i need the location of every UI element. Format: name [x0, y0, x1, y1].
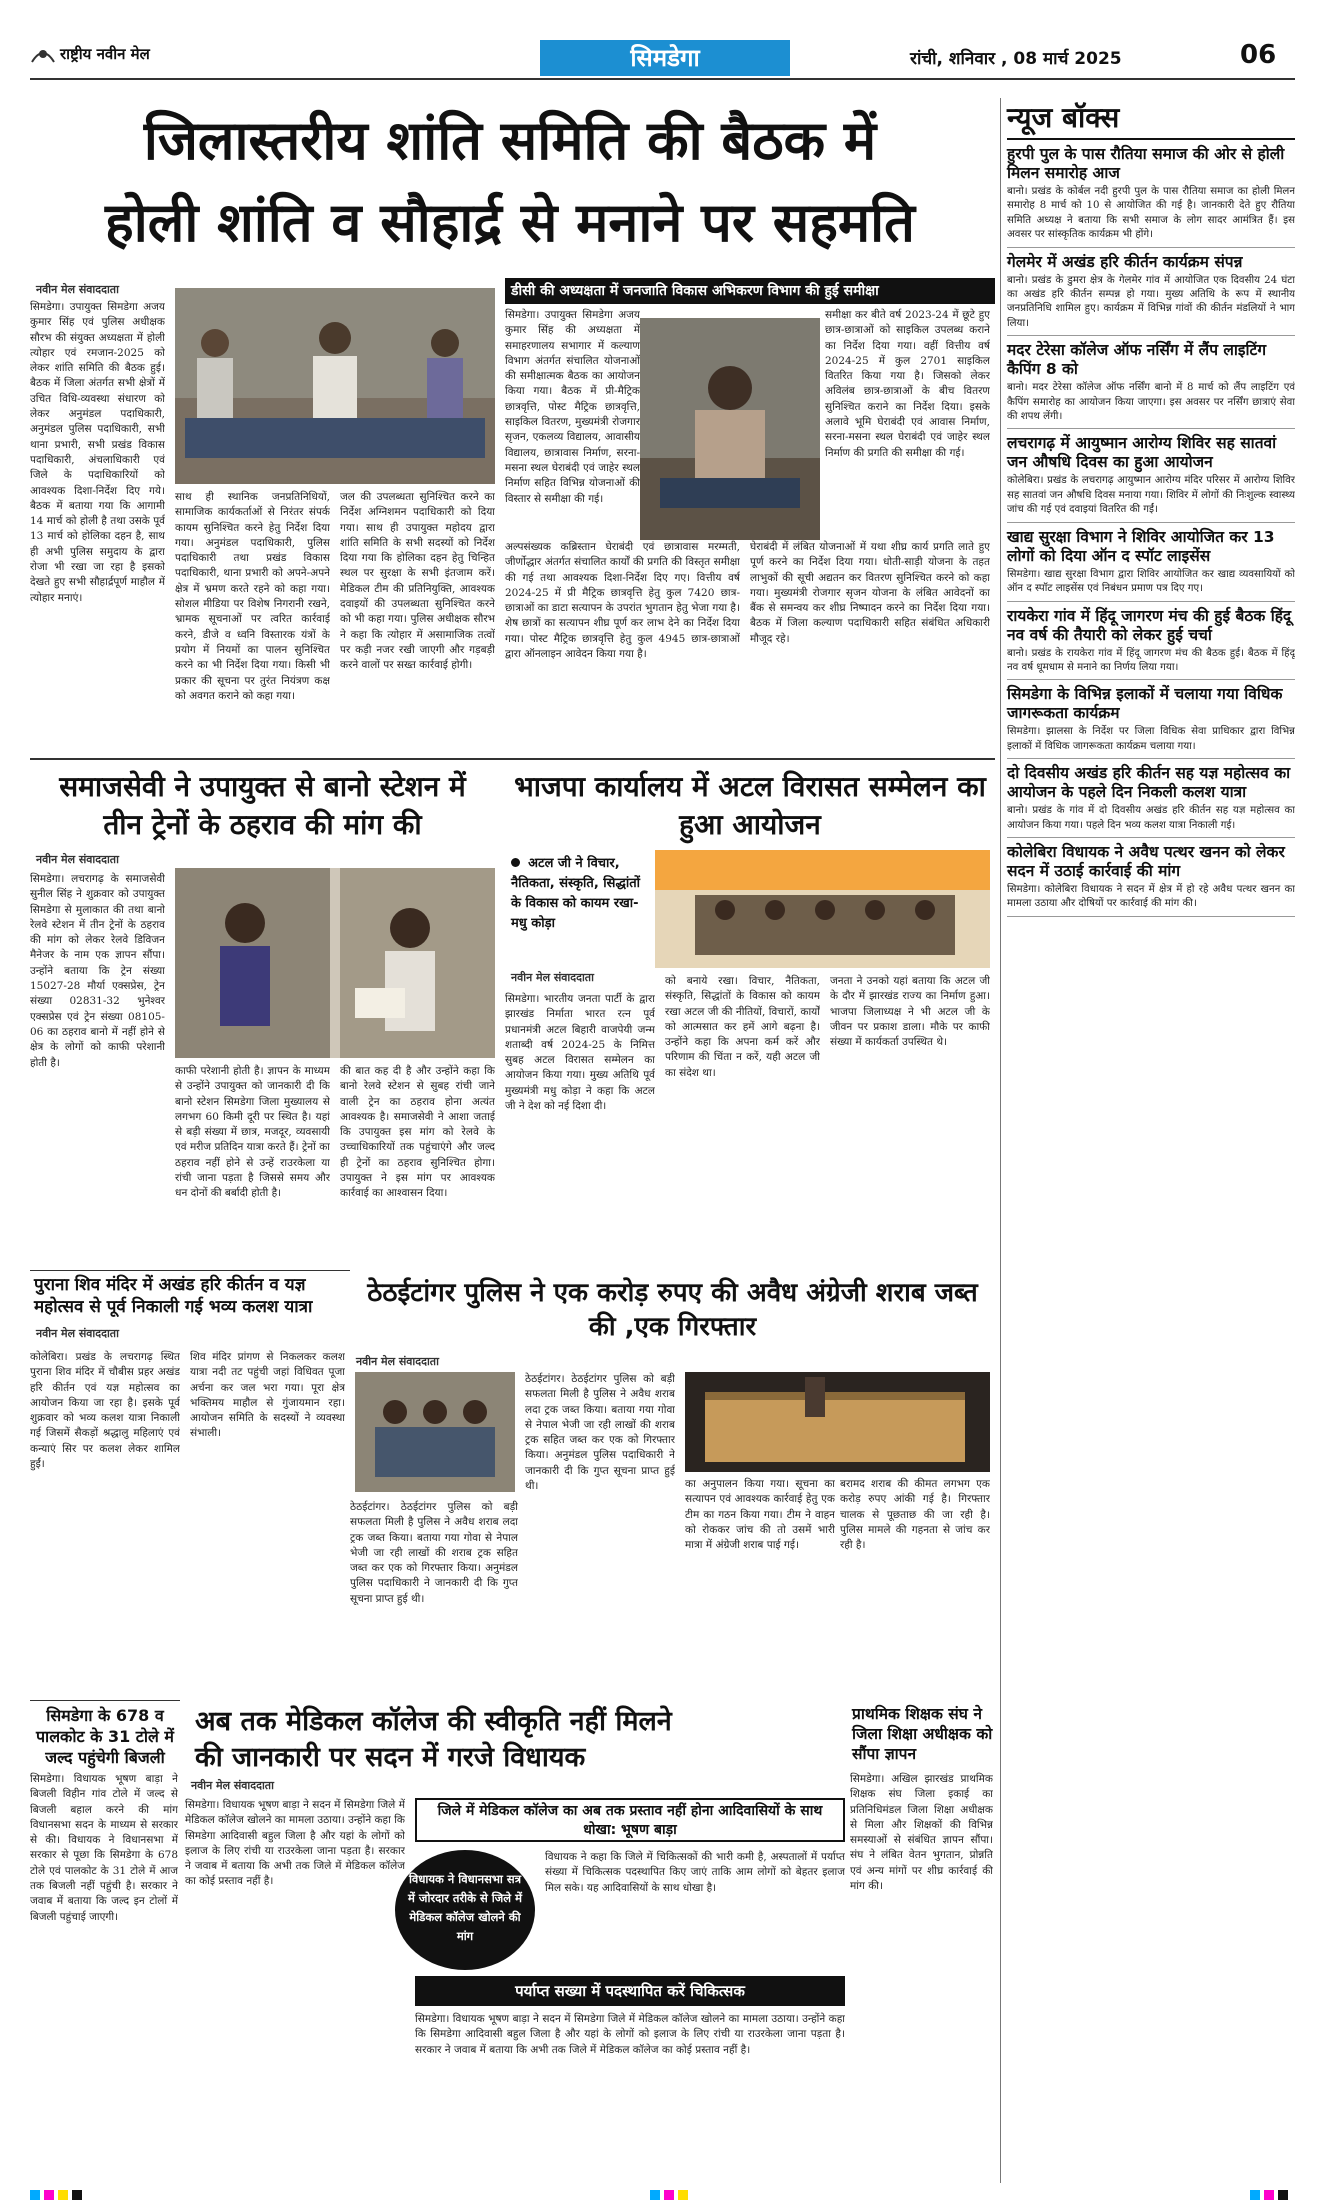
liquor-body-col3: बरामद शराब की कीमत लगभग एक करोड़ रुपए आंकी गई है। गिरफ्तार चालक से पूछताछ की जा रही है। पुलिस मामले की गहनता से जांच कर रही है। [840, 1478, 990, 1552]
medical-callout: विधायक ने विधानसभा सत्र में जोरदार तरीके से जिले में मेडिकल कॉलेज खोलने की मांग [395, 1850, 535, 1970]
lead-story [30, 278, 500, 753]
lead-photo [175, 288, 495, 484]
section-label: सिमडेगा [540, 40, 790, 76]
news-box-item-body: सिमडेगा। झालसा के निर्देश पर जिला विधिक सेवा प्राधिकार द्वारा विभिन्न इलाकों में विधिक जागरूकता कार्यक्रम चलाया गया। [1007, 726, 1295, 752]
masthead [30, 38, 1295, 90]
shiv-mandir-headline: पुराना शिव मंदिर में अखंड हरि कीर्तन व यज्ञ महोत्सव से पूर्व निकाली गई भव्य कलश यात्रा [34, 1275, 313, 1317]
byline: नवीन मेल संवाददाता [356, 1355, 439, 1368]
station-story [30, 764, 495, 1264]
station-body-col1: सिमडेगा। लचरागढ़ के समाजसेवी सुनील सिंह ने शुक्रवार को उपायुक्त सिमडेगा से मुलाकात की तथा बानो रेलवे स्टेशन में तीन ट्रेनों के ठहराव की मांग को लेकर रेलवे डिविजन मैनेजर के नाम एक ज्ञापन सौंपा। उन्होंने बताया कि ट्रेन संख्या 15027-28 मौर्या एक्सप्रेस, ट्रेन संख्या 02831-32 भुनेश्वर एक्सप्रेस एवं ट्रेन संख्या 08105-06 का ठहराव बानो में नहीं होने से क्षेत्र के लोगों को काफी परेशानी होती है। [30, 873, 165, 1069]
dateline: रांची, शनिवार , 08 मार्च 2025 [910, 49, 1122, 69]
news-box-item-body: सिमडेगा। कोलेबिरा विधायक ने सदन में क्षेत्र में हो रहे अवैध पत्थर खनन का मामला उठाया और दोषियों पर कार्रवाई की मांग की। [1007, 883, 1295, 910]
news-box-item-headline: सिमडेगा के विभिन्न इलाकों में चलाया गया विधिक जागरूकता कार्यक्रम [1007, 685, 1283, 723]
medical-college-story [185, 1700, 845, 2180]
dc-review-col1: सिमडेगा। उपायुक्त सिमडेगा अजय कुमार सिंह की अध्यक्षता में समाहरणालय सभागार में कल्याण विभाग अंतर्गत संचालित योजनाओं की समीक्षात्मक बैठक का आयोजन किया गया। बैठक में प्री-मैट्रिक छात्रवृत्ति, पोस्ट मैट्रिक छात्रवृत्ति, साइकिल वितरण, मुख्यमंत्री रोजगार सृजन, एकलव्य विद्यालय, आवासीय विद्यालय, छात्रावास निर्माण, सरना-मसना स्थल घेराबंदी एवं जाहेर स्थल निर्माण सहित विभिन्न योजनाओं की विस्तार से समीक्षा की गई। [505, 309, 640, 505]
electricity-headline: सिमडेगा के 678 व पालकोट के 31 टोले में जल्द पहुंचेगी बिजली [35, 1706, 175, 1767]
news-box-item-body: बानो। प्रखंड के गांव में दो दिवसीय अखंड हरि कीर्तन सह यज्ञ महोत्सव का आयोजन किया गया। पहले दिन भव्य कलश यात्रा निकाली गई। [1007, 805, 1295, 831]
bjp-photo [655, 850, 990, 968]
medical-sub-1: जिले में मेडिकल कॉलेज का अब तक प्रस्ताव नहीं होना आदिवासियों के साथ धोखा: भूषण बाड़ा [415, 1798, 845, 1842]
teacher-union-body: सिमडेगा। अखिल झारखंड प्राथमिक शिक्षक संघ जिला इकाई का प्रतिनिधिमंडल जिला शिक्षा अधीक्षक से मिला और शिक्षकों की विभिन्न समस्याओं से संबंधित ज्ञापन सौंपा। संघ ने लंबित वेतन भुगतान, प्रोन्नति एवं अन्य मांगों पर शीघ्र कार्रवाई की मांग की। [850, 1773, 993, 1893]
shiv-mandir-body-col1: कोलेबिरा। प्रखंड के लचरागढ़ स्थित पुराना शिव मंदिर में चौबीस प्रहर अखंड हरि कीर्तन एवं यज्ञ महोत्सव का आयोजन किया जा रहा है। इसके पूर्व शुक्रवार को भव्य कलश यात्रा निकाली गई जिसमें सैकड़ों श्रद्धालु महिलाएं एवं कन्याएं सिर पर कलश लेकर शामिल हुईं। [30, 1351, 180, 1471]
news-box-item-headline: लचरागढ़ में आयुष्मान आरोग्य शिविर सह सातवां जन औषधि दिवस का हुआ आयोजन [1007, 434, 1277, 472]
medical-body-col2: विधायक ने कहा कि जिले में चिकित्सकों की भारी कमी है, अस्पतालों में पर्याप्त संख्या में चिकित्सक पदस्थापित किए जाएं ताकि आम लोगों को बेहतर इलाज मिल सके। यह आदिवासियों के साथ धोखा है। [545, 1851, 845, 1894]
news-box-item [1007, 759, 1295, 838]
news-box-item [1007, 523, 1295, 602]
news-box-item-headline: कोलेबिरा विधायक ने अवैध पत्थर खनन को लेकर सदन में उठाई कार्रवाई की मांग [1007, 842, 1285, 880]
byline: नवीन मेल संवाददाता [36, 1327, 119, 1340]
news-box [1000, 98, 1295, 2183]
news-box-item-headline: खाद्य सुरक्षा विभाग ने शिविर आयोजित कर 13 लोगों को दिया ऑन द स्पॉट लाइसेंस [1007, 527, 1275, 565]
news-box-item [1007, 838, 1295, 917]
news-box-item-body: बानो। प्रखंड के रायकेरा गांव में हिंदू जागरण मंच की बैठक हुई। बैठक में हिंदू नव वर्ष धूमधाम से मनाने का निर्णय लिया गया। [1007, 647, 1295, 673]
news-box-item-body: कोलेबिरा। प्रखंड के लचरागढ़ आयुष्मान आरोग्य मंदिर परिसर में आरोग्य शिविर सह सातवां जन औषधि दिवस मनाया गया। शिविर में लोगों की निःशुल्क स्वास्थ्य जांच की गई एवं दवाइयां वितरित की गईं। [1007, 475, 1295, 516]
dc-review-title: डीसी की अध्यक्षता में जनजाति विकास अभिकरण विभाग की हुई समीक्षा [505, 278, 995, 304]
liquor-body-col0: ठेठईटांगर। ठेठईटांगर पुलिस को बड़ी सफलता मिली है पुलिस ने अवैध शराब लदा ट्रक जब्त किया। बताया गया गोवा से नेपाल भेजी जा रही लाखों की शराब ट्रक सहित जब्त कर एक को गिरफ्तार किया। अनुमंडल पुलिस पदाधिकारी ने जानकारी दी कि गुप्त सूचना प्राप्त हुई थी। [350, 1501, 518, 1605]
paper-name: राष्ट्रीय नवीन मेल [60, 45, 150, 63]
news-box-item-headline: हुरपी पुल के पास रौतिया समाज की ओर से होली मिलन समारोह आज [1007, 145, 1285, 182]
teacher-union-headline: प्राथमिक शिक्षक संघ ने जिला शिक्षा अधीक्षक को सौंपा ज्ञापन [852, 1705, 993, 1763]
news-box-item-body: बानो। प्रखंड के डुमरा क्षेत्र के गेलमेर गांव में आयोजित एक दिवसीय 24 घंटा का अखंड हरि कीर्तन सम्पन्न हो गया। मुख्य अतिथि के रूप में स्थानीय जनप्रतिनिधि शामिल हुए। कार्यक्रम में विभिन्न गांवों की कीर्तन मंडलियों ने भाग लिया। [1007, 274, 1295, 329]
teacher-union-story [850, 1700, 995, 2180]
liquor-photo-right [685, 1372, 990, 1472]
news-box-item [1007, 336, 1295, 429]
dc-review-col4: घेराबंदी में लंबित योजनाओं में यथा शीघ्र कार्य प्रगति लाते हुए पूर्ण करने का निर्देश दिया गया। धोती-साड़ी योजना के तहत लाभुकों की सूची अद्यतन कर वितरण सुनिश्चित करने को कहा गया। मुख्यमंत्री रोजगार सृजन योजना के लंबित आवेदनों का बैंक से समन्वय कर शीघ्र निष्पादन करने का निर्देश दिया गया। बैठक में जिला कल्याण पदाधिकारी सहित संबंधित अधिकारी मौजूद रहे। [750, 541, 990, 645]
news-box-item-body: सिमडेगा। खाद्य सुरक्षा विभाग द्वारा शिविर आयोजित कर खाद्य व्यवसायियों को ऑन द स्पॉट लाइसेंस एवं निबंधन प्रमाण पत्र दिए गए। [1007, 568, 1295, 595]
station-headline: समाजसेवी ने उपायुक्त से बानो स्टेशन में तीन ट्रेनों के ठहराव की मांग की [59, 770, 466, 841]
news-box-item [1007, 680, 1295, 759]
news-box-item [1007, 248, 1295, 337]
news-box-list [1007, 140, 1295, 917]
medical-body-col3: सिमडेगा। विधायक भूषण बाड़ा ने सदन में सिमडेगा जिले में मेडिकल कॉलेज खोलने का मामला उठाया। उन्होंने कहा कि सिमडेगा आदिवासी बहुल जिला है और यहां के लोगों को इलाज के लिए रांची या राउरकेला जाना पड़ता है। सरकार ने जवाब में बताया कि अभी तक जिले में मेडिकल कॉलेज का कोई प्रस्ताव नहीं है। [415, 2013, 845, 2056]
liquor-body-col1: ठेठईटांगर। ठेठईटांगर पुलिस को बड़ी सफलता मिली है पुलिस ने अवैध शराब लदा ट्रक जब्त किया। बताया गया गोवा से नेपाल भेजी जा रही लाखों की शराब ट्रक सहित जब्त कर एक को गिरफ्तार किया। अनुमंडल पुलिस पदाधिकारी ने जानकारी दी कि गुप्त सूचना प्राप्त हुई थी। [525, 1373, 675, 1493]
bullet-icon [511, 858, 520, 867]
medical-body-col1: सिमडेगा। विधायक भूषण बाड़ा ने सदन में सिमडेगा जिले में मेडिकल कॉलेज खोलने का मामला उठाया। उन्होंने कहा कि सिमडेगा आदिवासी बहुल जिला है और यहां के लोगों को इलाज के लिए रांची या राउरकेला जाना पड़ता है। सरकार ने जवाब में बताया कि अभी तक जिले में मेडिकल कॉलेज का कोई प्रस्ताव नहीं है। [185, 1799, 405, 1888]
station-photo [175, 868, 495, 1058]
shiv-mandir-body-col2: शिव मंदिर प्रांगण से निकलकर कलश यात्रा नदी तट पहुंची जहां विधिवत पूजा अर्चना कर जल भरा गया। पूरा क्षेत्र भक्तिमय माहौल से गुंजायमान रहा। आयोजन समिति के सदस्यों ने व्यवस्था संभाली। [190, 1351, 345, 1440]
lead-body-col1: सिमडेगा। उपायुक्त सिमडेगा अजय कुमार सिंह एवं पुलिस अधीक्षक सौरभ की संयुक्त अध्यक्षता में होली त्योहार एवं रमजान-2025 को लेकर शांति समिति की बैठक हुई। बैठक में जिला अंतर्गत सभी क्षेत्रों में उचित विधि-व्यवस्था संधारण को लेकर अनुमंडल पदाधिकारी, अनुमंडल पुलिस पदाधिकारी, सभी थाना प्रभारी, सभी प्रखंड विकास पदाधिकारी, अंचलाधिकारी एवं जिले के पदाधिकारियों को आवश्यक दिशा-निर्देश दिए गये। बैठक में बताया गया कि आगामी 14 मार्च को होली है तथा उसके पूर्व 13 मार्च को होलिका दहन है, साथ ही अभी पुलिस समुदाय के द्वारा रोजा भी रखा जा रहा है इसको देखते हुए सभी सौहार्द्रपूर्ण माहौल में त्योहार मनाएं। [30, 301, 165, 604]
liquor-body-col2: का अनुपालन किया गया। सूचना का सत्यापन एवं आवश्यक कार्रवाई हेतु एक टीम का गठन किया गया। टीम ने वाहन को रोककर जांच की तो उसमें भारी मात्रा में अंग्रेजी शराब पाई गई। [685, 1478, 835, 1552]
news-box-item-body: बानो। प्रखंड के कोर्बल नदी हुरपी पुल के पास रौतिया समाज का होली मिलन समारोह 8 मार्च को 10 से आयोजित की गई है। जानकारी देते हुए रौतिया समिति अध्यक्ष ने बताया कि सभी समाज के लोग सादर आमंत्रित हैं। इस अवसर पर सांस्कृतिक कार्यक्रम भी होंगे। [1007, 186, 1295, 241]
lead-headline: जिलास्तरीय शांति समिति की बैठक में होली शांति व सौहार्द्र से मनाने पर सहमति [105, 109, 915, 254]
electricity-story [30, 1700, 180, 2180]
paper-logo-icon [30, 44, 56, 66]
medical-headline: अब तक मेडिकल कॉलेज की स्वीकृति नहीं मिलने की जानकारी पर सदन में गरजे विधायक [195, 1706, 672, 1773]
news-box-item [1007, 429, 1295, 522]
byline: नवीन मेल संवाददाता [191, 1779, 274, 1792]
news-box-item [1007, 602, 1295, 681]
byline: नवीन मेल संवाददाता [511, 971, 594, 984]
lead-body-col2: साथ ही स्थानिक जनप्रतिनिधियों, सामाजिक कार्यकर्ताओं से निरंतर संपर्क कायम सुनिश्चित करने हेतु निर्देश दिया गया। अनुमंडल पदाधिकारी, पुलिस पदाधिकारी तथा प्रखंड विकास पदाधिकारी, थाना प्रभारी को अपने-अपने क्षेत्र में भ्रमण करते रहने को कहा गया। सोशल मीडिया पर विशेष निगरानी रखने, भ्रामक सूचनाओं पर त्वरित कार्रवाई करने, डीजे व ध्वनि विस्तारक यंत्रों के प्रयोग में नियमों का पालन सुनिश्चित करने का भी निर्देश दिया गया। किसी भी प्रकार की सूचना पर तुरंत नियंत्रण कक्ष को अवगत कराने को कहा गया। [175, 491, 330, 702]
bjp-body-col3: जनता ने उनको यहां बताया कि अटल जी के दौर में झारखंड राज्य का निर्माण हुआ। भाजपा जिलाध्यक्ष ने भी अटल जी के जीवन पर प्रकाश डाला। मौके पर काफी संख्या में कार्यकर्ता उपस्थित थे। [830, 975, 990, 1049]
dc-review-col3: अल्पसंख्यक कब्रिस्तान घेराबंदी एवं छात्रावास मरम्मती, जीर्णोद्धार अंतर्गत संचालित कार्यों की प्रगति की विस्तृत समीक्षा की गई तथा आवश्यक दिशा-निर्देश दिए गए। वित्तीय वर्ष 2024-25 में प्री मैट्रिक छात्रवृत्ति हेतु कुल 7420 छात्र-छात्राओं का डाटा सत्यापन के उपरांत भुगतान हेतु भेजा गया है। शेष छात्रों का सत्यापन शीघ्र पूर्ण कर लाभ देने का निर्देश दिया गया। पोस्ट मैट्रिक छात्रवृत्ति हेतु कुल 4945 छात्र-छात्राओं द्वारा ऑनलाइन आवेदन किया गया है। [505, 541, 740, 661]
news-box-title: न्यूज बॉक्स [1007, 98, 1295, 140]
medical-sub-2: पर्याप्त सख्या में पदस्थापित करें चिकित्सक [415, 1976, 845, 2006]
page-number: 06 [1240, 40, 1277, 70]
bjp-body-col2: को बनाये रखा। विचार, नैतिकता, संस्कृति, सिद्धांतों के विकास को कायम रखा अटल जी की नीतियों, विचारों, कार्यों को आत्मसात कर हमें आगे बढ़ना है। उन्होंने कहा कि अपना कर्म करें और परिणाम की चिंता न करें, यही अटल जी का संदेश था। [665, 975, 820, 1079]
news-box-item-headline: दो दिवसीय अखंड हरि कीर्तन सह यज्ञ महोत्सव का आयोजन के पहले दिन निकली कलश यात्रा [1007, 764, 1291, 802]
lead-body-col3: जल की उपलब्धता सुनिश्चित करने का निर्देश अग्निशमन पदाधिकारी को दिया गया। साथ ही उपायुक्त महोदय द्वारा शांति समिति के सभी सदस्यों को निर्देश दिया गया कि होलिका दहन हेतु चिन्हित स्थल पर सुरक्षा के सभी इंतजाम करें। मेडिकल टीम की प्रतिनियुक्ति, आवश्यक दवाइयों की उपलब्धता सुनिश्चित करने को भी कहा गया। पुलिस अधीक्षक सौरभ ने कहा कि त्योहार में असामाजिक तत्वों पर कड़ी नजर रखी जाएगी और गड़बड़ी करने वालों पर सख्त कार्रवाई होगी। [340, 491, 495, 672]
electricity-body: सिमडेगा। विधायक भूषण बाड़ा ने बिजली विहीन गांव टोले में जल्द से बिजली बहाल करने की मांग विधानसभा सदन के माध्यम से सरकार से की। विधायक ने विधानसभा में सरकार से पूछा कि सिमडेगा के 678 टोले एवं पालकोट के 31 टोले में आज तक बिजली नहीं पहुंची है। सरकार ने जवाब में बताया कि जल्द इन टोलों में बिजली पहुंचाई जाएगी। [30, 1773, 178, 1923]
byline: नवीन मेल संवाददाता [36, 853, 119, 866]
news-box-item-headline: गेलमेर में अखंड हरि कीर्तन कार्यक्रम संपन्न [1007, 252, 1243, 271]
news-box-item-headline: रायकेरा गांव में हिंदू जागरण मंच की हुई बैठक हिंदू नव वर्ष की तैयारी को लेकर हुई चर्चा [1007, 606, 1292, 644]
news-box-item [1007, 140, 1295, 248]
bjp-body-col1: सिमडेगा। भारतीय जनता पार्टी के द्वारा झारखंड निर्माता भारत रत्न पूर्व प्रधानमंत्री अटल बिहारी वाजपेयी जन्म शताब्दी वर्ष 2024-25 के निमित्त सुबह अटल विरासत सम्मेलन का आयोजन किया गया। मुख्य अतिथि पूर्व मुख्यमंत्री मधु कोड़ा ने कहा कि अटल जी ने देश को नई दिशा दी। [505, 993, 655, 1113]
news-box-item-headline: मदर टेरेसा कॉलेज ऑफ नर्सिंग में लैंप लाइटिंग कैपिंग 8 को [1007, 341, 1267, 379]
station-body-col2: काफी परेशानी होती है। ज्ञापन के माध्यम से उन्होंने उपायुक्त को जानकारी दी कि बानो स्टेशन सिमडेगा जिला मुख्यालय से लगभग 60 किमी दूरी पर स्थित है। यहां से बड़ी संख्या में छात्र, मजदूर, व्यवसायी एवं मरीज प्रतिदिन यात्रा करते हैं। ट्रेनों का ठहराव नहीं होने से उन्हें राउरकेला या रांची जाना पड़ता है जिससे समय और धन दोनों की बर्बादी होती है। [175, 1065, 330, 1200]
dc-meeting-photo [640, 318, 820, 540]
bjp-pull-quote: अटल जी ने विचार, नैतिकता, संस्कृति, सिद्धांतों के विकास को कायम रखा-मधु कोड़ा [511, 856, 640, 931]
shiv-mandir-story [30, 1270, 350, 1698]
dc-review-col2: समीक्षा कर बीते वर्ष 2023-24 में छूटे हुए छात्र-छात्राओं को साइकिल उपलब्ध कराने का निर्देश दिया गया। वहीं वित्तीय वर्ष 2024-25 में कुल 2701 साइकिल वितरित किया गया है। जिसको लेकर अविलंब छात्र-छात्राओं के बीच वितरण सुनिश्चित कराने का निर्देश दिया। इसके अलावे भूमि घेराबंदी एवं आवास निर्माण, सरना-मसना स्थल घेराबंदी एवं जाहेर स्थल निर्माण की प्रगति की समीक्षा की गई। [825, 309, 990, 459]
footer-registration-marks [30, 2190, 1295, 2202]
news-box-item-body: बानो। मदर टेरेसा कॉलेज ऑफ नर्सिंग बानो में 8 मार्च को लैंप लाइटिंग एवं कैपिंग समारोह का आयोजन किया जाएगा। इस अवसर पर नर्सिंग छात्राएं सेवा की शपथ लेंगी। [1007, 382, 1295, 423]
liquor-headline: ठेठईटांगर पुलिस ने एक करोड़ रुपए की अवैध अंग्रेजी शराब जब्त की ,एक गिरफ्तार [367, 1278, 978, 1342]
liquor-seizure-story [350, 1272, 995, 1694]
station-body-col3: की बात कह दी है और उन्होंने कहा कि बानो रेलवे स्टेशन से सुबह रांची जाने वाली ट्रेन का ठहराव होना अत्यंत आवश्यक है। समाजसेवी ने आशा जताई कि उपायुक्त इस मांग को रेलवे के उच्चाधिकारियों तक पहुंचाएंगे और जल्द ही ट्रेनों का ठहराव सुनिश्चित होगा। उपायुक्त ने इस मांग पर आवश्यक कार्रवाई का आश्वासन दिया। [340, 1065, 495, 1200]
bjp-story [505, 764, 995, 1269]
byline: नवीन मेल संवाददाता [36, 283, 119, 296]
bjp-headline: भाजपा कार्यालय में अटल विरासत सम्मेलन का हुआ आयोजन [514, 770, 986, 841]
liquor-photo-left [355, 1372, 515, 1492]
